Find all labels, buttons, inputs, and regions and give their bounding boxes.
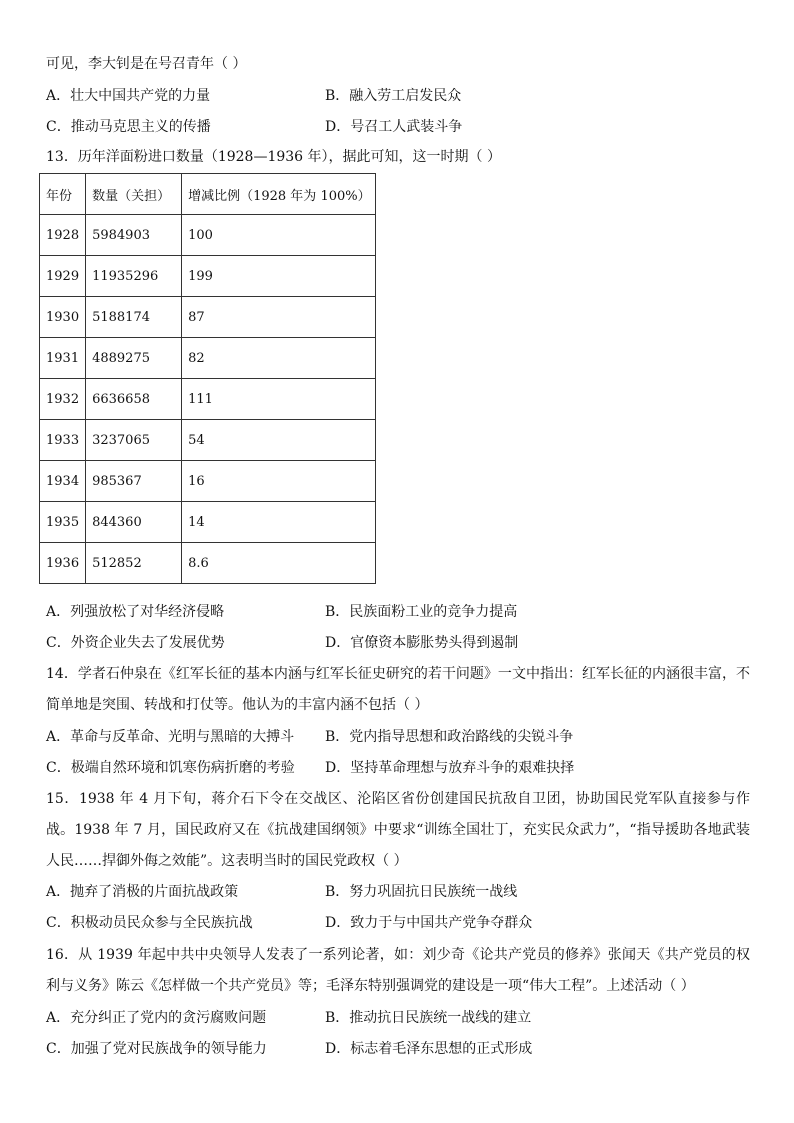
table-cell-quantity: 6636658: [86, 379, 182, 420]
q15-options-row-2: [46, 914, 746, 932]
q12-option-c[interactable]: C．推动马克思主义的传播: [46, 119, 211, 135]
table-cell-quantity: 985367: [86, 461, 182, 502]
table-cell-quantity: 4889275: [86, 338, 182, 379]
q12-options-row-1: [46, 87, 746, 105]
q14-option-d[interactable]: D．坚持革命理想与放弃斗争的艰难抉择: [325, 760, 575, 776]
q16-option-c[interactable]: C．加强了党对民族战争的领导能力: [46, 1041, 267, 1057]
table-cell-quantity: 11935296: [86, 256, 182, 297]
table-cell-ratio: 111: [182, 379, 376, 420]
table-cell-ratio: 16: [182, 461, 376, 502]
q13-option-a[interactable]: A．列强放松了对华经济侵略: [46, 604, 225, 620]
table-cell-year: 1936: [40, 543, 86, 584]
q14-stem: 14．学者石仲泉在《红军长征的基本内涵与红军长征史研究的若干问题》一文中指出：红军长征的内涵很丰富，不简单地是突围、转战和打仗等。他认为的丰富内涵不包括（ ）: [46, 666, 750, 713]
table-cell-ratio: 54: [182, 420, 376, 461]
q14-option-c[interactable]: C．极端自然环境和饥寒伤病折磨的考验: [46, 760, 295, 776]
q14-options-row-1: [46, 728, 746, 746]
table-cell-quantity: 512852: [86, 543, 182, 584]
table-cell-year: 1932: [40, 379, 86, 420]
q16-options-row-1: [46, 1009, 746, 1027]
table-cell-year: 1929: [40, 256, 86, 297]
q15-options-row-1: [46, 883, 746, 901]
table-cell-quantity: 5984903: [86, 215, 182, 256]
table-cell-year: 1934: [40, 461, 86, 502]
q15-stem: 15．1938 年 4 月下旬，蒋介石下令在交战区、沦陷区省份创建国民抗敌自卫团，协助国民党军队直接参与作战。1938 年 7 月，国民政府又在《抗战建国纲领》中要求“训练全国壮丁，充实民众武力”，“指导援助各地武装人民……捍御外侮之效能”。这表明当时的国民党政权（ ）: [46, 791, 750, 869]
q15-option-b[interactable]: B．努力巩固抗日民族统一战线: [325, 884, 518, 900]
table-cell-ratio: 199: [182, 256, 376, 297]
table-header-quantity: 数量（关担）: [86, 174, 182, 215]
table-row: [40, 297, 376, 338]
table-cell-ratio: 87: [182, 297, 376, 338]
table-cell-year: 1935: [40, 502, 86, 543]
q13-stem: 13．历年洋面粉进口数量（1928—1936 年），据此可知，这一时期（ ）: [46, 149, 501, 165]
q12-options-row-2: [46, 118, 746, 136]
q13-option-c[interactable]: C．外资企业失去了发展优势: [46, 635, 225, 651]
table-header-ratio: 增减比例（1928 年为 100%）: [182, 174, 376, 215]
table-header-row: [40, 174, 376, 215]
q13-options-row-1: [46, 603, 746, 621]
table-row: [40, 338, 376, 379]
table-cell-year: 1930: [40, 297, 86, 338]
q14-option-a[interactable]: A．革命与反革命、光明与黑暗的大搏斗: [46, 729, 295, 745]
table-row: [40, 256, 376, 297]
table-cell-ratio: 14: [182, 502, 376, 543]
q16-options-row-2: [46, 1040, 746, 1058]
q12-stem-end: 可见，李大钊是在号召青年（ ）: [46, 56, 247, 72]
table-cell-ratio: 100: [182, 215, 376, 256]
table-cell-quantity: 5188174: [86, 297, 182, 338]
q16-stem: 16．从 1939 年起中共中央领导人发表了一系列论著，如：刘少奇《论共产党员的修养》张闻天《共产党员的权利与义务》陈云《怎样做一个共产党员》等；毛泽东特别强调党的建设是一项“伟大工程”。上述活动（ ）: [46, 947, 750, 994]
table-cell-quantity: 3237065: [86, 420, 182, 461]
table-cell-ratio: 8.6: [182, 543, 376, 584]
q16-option-b[interactable]: B．推动抗日民族统一战线的建立: [325, 1010, 532, 1026]
table-cell-year: 1933: [40, 420, 86, 461]
table-row: [40, 215, 376, 256]
q16-option-a[interactable]: A．充分纠正了党内的贪污腐败问题: [46, 1010, 267, 1026]
q15-option-d[interactable]: D．致力于与中国共产党争夺群众: [325, 915, 533, 931]
q13-option-d[interactable]: D．官僚资本膨胀势头得到遏制: [325, 635, 519, 651]
table-row: [40, 502, 376, 543]
q16-option-d[interactable]: D．标志着毛泽东思想的正式形成: [325, 1041, 533, 1057]
table-row: [40, 379, 376, 420]
table-cell-year: 1928: [40, 215, 86, 256]
q13-options-row-2: [46, 634, 746, 652]
table-row: [40, 543, 376, 584]
table-cell-year: 1931: [40, 338, 86, 379]
table-row: [40, 461, 376, 502]
q13-option-b[interactable]: B．民族面粉工业的竞争力提高: [325, 604, 518, 620]
table-header-year: 年份: [40, 174, 86, 215]
table-row: [40, 420, 376, 461]
q14-options-row-2: [46, 759, 746, 777]
q14-option-b[interactable]: B．党内指导思想和政治路线的尖锐斗争: [325, 729, 574, 745]
flour-import-table: [39, 173, 376, 584]
q12-option-d[interactable]: D．号召工人武装斗争: [325, 119, 463, 135]
table-cell-quantity: 844360: [86, 502, 182, 543]
q15-option-c[interactable]: C．积极动员民众参与全民族抗战: [46, 915, 253, 931]
q12-option-a[interactable]: A．壮大中国共产党的力量: [46, 88, 211, 104]
q15-option-a[interactable]: A．抛弃了消极的片面抗战政策: [46, 884, 239, 900]
q12-option-b[interactable]: B．融入劳工启发民众: [325, 88, 462, 104]
table-cell-ratio: 82: [182, 338, 376, 379]
